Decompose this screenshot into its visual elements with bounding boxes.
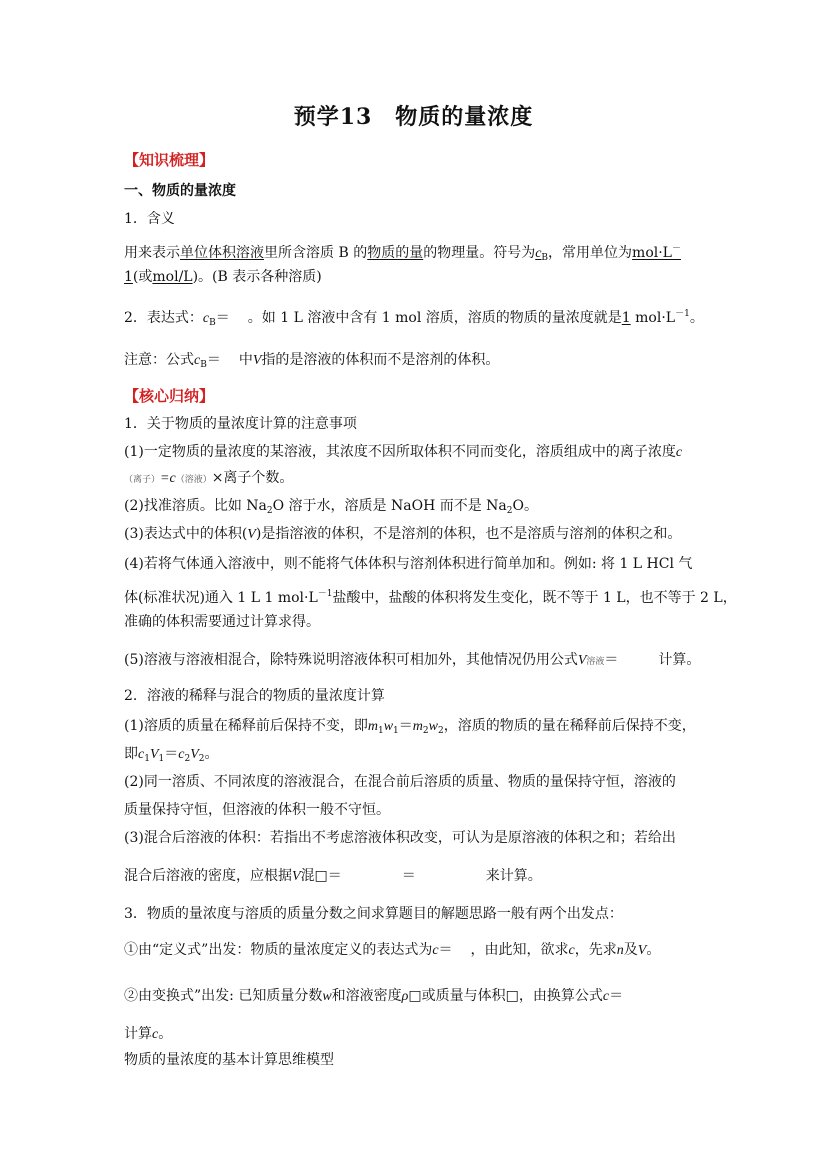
model-caption: 物质的量浓度的基本计算思维模型 (124, 1052, 334, 1068)
core-title-3: 3．物质的量浓度与溶质的质量分数之间求算题目的解题思路一般有两个出发点： (124, 906, 623, 922)
core-title-1: 1．关于物质的量浓度计算的注意事项 (124, 416, 357, 432)
symbol-cb: $c_B$ (535, 246, 549, 263)
approach-1: ①由“定义式”出发：物质的量浓度定义的表达式为c＝ ，由此知，欲求c，先求n及V。 (124, 942, 661, 958)
core-title-2: 2．溶液的稀释与混合的物质的量浓度计算 (124, 688, 385, 704)
dilution-p3: (3)混合后溶液的体积：若指出不考虑溶液体积改变，可认为是原溶液的体积之和；若给出 (124, 830, 676, 846)
meaning-line-1: 用来表示单位体积溶液里所含溶质 B 的物质的量的物理量。符号为$c_B$，常用单位为mol·L－ (124, 244, 681, 263)
core-p4-end: 准确的体积需要通过计算求得。 (124, 614, 320, 630)
page-title: 预学13 物质的量浓度 (293, 104, 534, 130)
core-p4-cont: 体(标准状况)通入 1 L 1 $mol\cdot L^{-1}$盐酸中，盐酸的体积将发生变化，既不等于 1 L，也不等于 2 L， (124, 589, 737, 606)
meaning-title: 1．含义 (124, 211, 175, 227)
dilution-p3-cont: 混合后溶液的密度，应根据V混□＝ ＝ 来计算。 (124, 868, 542, 884)
core-p4: (4)若将气体通入溶液中，则不能将气体体积与溶剂体积进行简单加和。例如: 将 1 L HCl 气 (124, 556, 693, 572)
core-p5: (5)溶液与溶液相混合，除特殊说明溶液体积可相加外，其他情况仍用公式V溶液＝ 计算。 (124, 652, 701, 668)
meaning-line-2: 1(或mol/L)。(B 表示各种溶质) (124, 269, 322, 285)
unit-mol-per-litre: mol·L－ (632, 244, 681, 261)
core-header: 【核心归纳】 (124, 387, 215, 405)
core-p1-cont: （离子）=c（溶液）×离子个数。 (124, 470, 294, 486)
knowledge-header: 【知识梳理】 (124, 151, 215, 169)
dilution-p1: (1)溶质的质量在稀释前后保持不变，即$m_1w_1=m_2w_2$，溶质的物质的量在稀释前后保持不变， (124, 718, 696, 736)
dilution-p2: (2)同一溶质、不同浓度的溶液混合，在混合前后溶质的质量、物质的量保持守恒，溶液的 (124, 774, 676, 790)
dilution-p1-cont: 即$c_1V_1=c_2V_2$。 (124, 746, 219, 764)
approach-2: ②由变换式”出发: 已知质量分数w和溶液密度ρ□或质量与体积□，由换算公式c＝ (124, 988, 624, 1004)
core-p3: (3)表达式中的体积(V)是指溶液的体积，不是溶剂的体积，也不是溶质与溶剂的体积之和。 (124, 526, 682, 542)
approach-2-cont: 计算c。 (124, 1026, 173, 1042)
expression-line: 2．表达式：$c_B=$ 。如 1 L 溶液中含有 1 mol 溶质，溶质的物质的量浓度就是1 $mol\cdot L^{-1}$。 (124, 309, 704, 328)
dilution-p2-cont: 质量保持守恒，但溶液的体积一般不守恒。 (124, 802, 390, 818)
note-line: 注意：公式$c_B=$ 中V指的是溶液的体积而不是溶剂的体积。 (124, 352, 500, 370)
section-heading: 一、物质的量浓度 (124, 183, 236, 199)
core-p1: (1)一定物质的量浓度的某溶液，其浓度不因所取体积不同而变化，溶质组成中的离子浓度c (124, 444, 683, 460)
core-p2: (2)找准溶质。比如 $Na_2O$ 溶于水，溶质是 NaOH 而不是 $Na_2O$。 (124, 498, 539, 516)
